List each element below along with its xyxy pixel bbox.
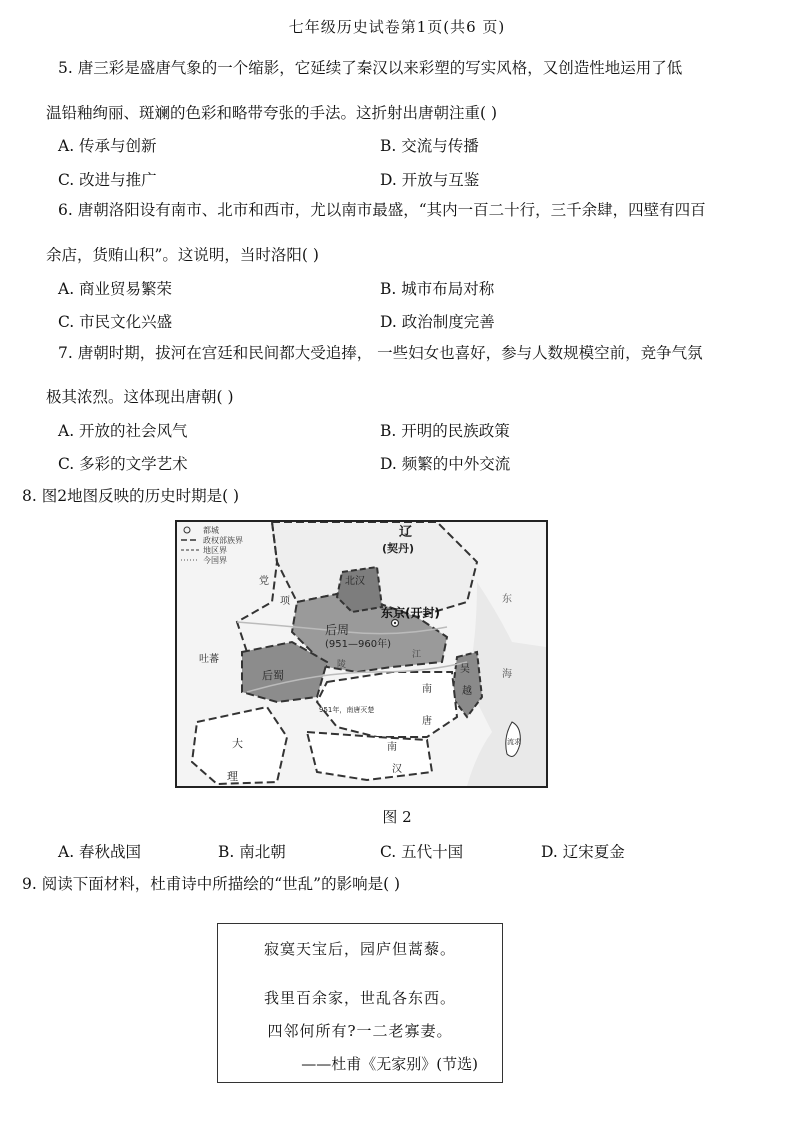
label-nantang-note: 951年，南唐灭楚 xyxy=(319,706,375,714)
question-5-option-b[interactable]: B. 交流与传播 xyxy=(380,137,479,155)
poem-line-3: 四邻何所有?一二老寡妻。 xyxy=(267,1022,453,1040)
label-houzhou: 后周 xyxy=(325,623,350,637)
legend-regime-border: 政权部族界 xyxy=(203,536,243,545)
question-5-option-a[interactable]: A. 传承与创新 xyxy=(58,137,157,155)
label-nan: 南 xyxy=(422,684,432,695)
label-liao: 辽 xyxy=(399,525,413,540)
label-hai: 海 xyxy=(502,669,512,680)
question-7-stem-cont: 极其浓烈。这体现出唐朝( ) xyxy=(46,388,234,406)
question-6-option-b[interactable]: B. 城市布局对称 xyxy=(380,280,495,298)
label-li: 理 xyxy=(227,770,238,783)
question-8-option-a[interactable]: A. 春秋战国 xyxy=(58,843,142,861)
label-yue: 越 xyxy=(462,686,472,697)
label-wu: 吴 xyxy=(460,664,470,675)
question-8-option-c[interactable]: C. 五代十国 xyxy=(380,843,464,861)
question-5-stem-cont: 温铅釉绚丽、斑斓的色彩和略带夸张的手法。这折射出唐朝注重( ) xyxy=(46,104,498,122)
question-7-option-c[interactable]: C. 多彩的文学艺术 xyxy=(58,455,188,473)
label-xiang: 项 xyxy=(280,596,290,607)
label-houshu: 后蜀 xyxy=(262,669,284,682)
question-8-option-b[interactable]: B. 南北朝 xyxy=(218,843,286,861)
question-8-option-d[interactable]: D. 辽宋夏金 xyxy=(541,843,625,861)
poem-material-box xyxy=(217,923,503,1083)
label-qidan: (契丹) xyxy=(382,542,415,555)
label-beihan: 北汉 xyxy=(345,576,365,587)
figure-caption: 图 2 xyxy=(382,808,412,826)
southern-han-region xyxy=(307,732,432,780)
question-7-option-d[interactable]: D. 频繁的中外交流 xyxy=(380,455,511,473)
label-dongjing: 东京(开封) xyxy=(381,606,440,620)
question-7-option-a[interactable]: A. 开放的社会风气 xyxy=(58,422,188,440)
question-8-stem: 8. 图2地图反映的历史时期是( ) xyxy=(22,487,240,505)
question-5-stem: 5. 唐三彩是盛唐气象的一个缩影，它延续了秦汉以来彩塑的写实风格，又创造性地运用了低 xyxy=(58,59,683,77)
poem-line-2: 我里百余家，世乱各东西。 xyxy=(263,989,456,1007)
label-tang: 唐 xyxy=(422,716,432,727)
label-dong: 东 xyxy=(502,594,512,605)
label-da: 大 xyxy=(232,737,243,750)
label-tubo: 吐蕃 xyxy=(199,654,219,665)
legend-modern-border: 今国界 xyxy=(203,556,227,565)
question-6-option-c[interactable]: C. 市民文化兴盛 xyxy=(58,313,173,331)
question-6-stem: 6. 唐朝洛阳设有南市、北市和西市，尤以南市最盛，“其内一百二十行，三千余肆，四壁有四百 xyxy=(58,201,706,219)
question-5-option-c[interactable]: C. 改进与推广 xyxy=(58,171,157,189)
question-6-option-a[interactable]: A. 商业贸易繁荣 xyxy=(58,280,173,298)
question-7-stem: 7. 唐朝时期，拔河在宫廷和民间都大受追捧， 一些妇女也喜好，参与人数规模空前，竞争气氛 xyxy=(58,344,703,362)
question-5-option-d[interactable]: D. 开放与互鉴 xyxy=(380,171,480,189)
question-6-option-d[interactable]: D. 政治制度完善 xyxy=(380,313,495,331)
legend-capital: 都城 xyxy=(203,526,219,535)
question-9-stem: 9. 阅读下面材料，杜甫诗中所描绘的“世乱”的影响是( ) xyxy=(22,875,401,893)
label-dang: 党 xyxy=(259,576,269,587)
label-nanhan-1: 南 xyxy=(387,742,397,753)
question-6-stem-cont: 余店，货贿山积”。这说明，当时洛阳( ) xyxy=(46,246,319,264)
label-ling: 陵 xyxy=(337,660,347,670)
five-dynasties-map xyxy=(175,520,548,788)
poem-line-1: 寂寞天宝后，园庐但蒿藜。 xyxy=(263,940,456,958)
label-houzhou-years: (951—960年) xyxy=(325,639,391,650)
label-nanhan-2: 汉 xyxy=(392,764,402,775)
label-jiang: 江 xyxy=(412,650,422,660)
label-liuqiu: 流求 xyxy=(507,738,521,746)
legend-region-border: 地区界 xyxy=(203,546,227,555)
page-header: 七年级历史试卷第1页(共6 页) xyxy=(288,18,506,36)
question-7-option-b[interactable]: B. 开明的民族政策 xyxy=(380,422,510,440)
southern-tang-region xyxy=(317,672,457,737)
poem-source: ——杜甫《无家别》(节选) xyxy=(301,1055,478,1073)
